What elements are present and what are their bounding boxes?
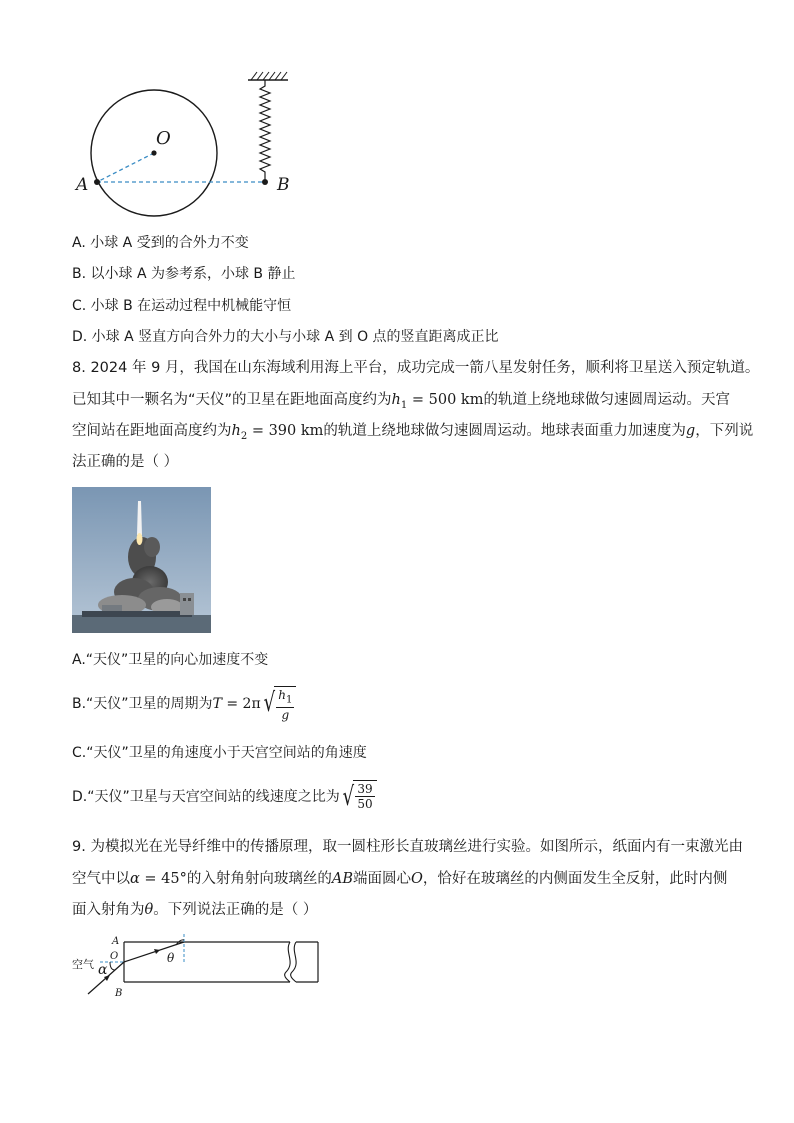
ceiling-hatch: [248, 72, 288, 80]
radius-dashed-line: [97, 153, 154, 182]
refracted-ray: [124, 942, 184, 962]
circle-spring-figure: [60, 66, 320, 226]
optical-fiber-figure: [70, 930, 330, 1002]
q7-option-d: D. 小球 A 竖直方向合外力的大小与小球 A 到 O 点的竖直距离成正比: [72, 329, 499, 345]
q9-line-3: 面入射角为θ。下列说法正确的是（ ）: [72, 902, 318, 918]
label-B: B: [115, 988, 123, 999]
break-mark: [285, 942, 290, 982]
label-alpha: α: [98, 962, 108, 978]
break-mark-2: [291, 942, 296, 982]
q8-option-a: A.“天仪”卫星的向心加速度不变: [72, 652, 269, 668]
rocket-launch-photo: [72, 487, 211, 633]
label-O: O: [110, 951, 119, 962]
label-A: A: [76, 175, 89, 195]
q9-line-1: 9. 为模拟光在光导纤维中的传播原理，取一圆柱形长直玻璃丝进行实验。如图所示，纸面内有一束激光由: [72, 839, 743, 855]
q8-line-2: 已知其中一颗名为“天仪”的卫星在距地面高度约为$h_1 = 500$ km的轨道上绕地球做匀速圆周运动。天宫: [72, 392, 730, 411]
center-point-O: [151, 150, 156, 155]
label-O: O: [156, 128, 171, 149]
spring: [260, 80, 270, 182]
label-air: 空气: [72, 958, 94, 971]
q8-line-4: 法正确的是（ ）: [72, 454, 179, 470]
ball-A: [94, 179, 100, 185]
label-B: B: [277, 175, 290, 195]
q8-option-b: B.“天仪”卫星的周期为T = 2π √ $\frac{h_1}{g}$: [72, 686, 296, 722]
q8-option-d: D.“天仪”卫星与天宫空间站的线速度之比为 √ $\frac{39}{50}$: [72, 780, 377, 814]
q9-line-2: 空气中以α = 45°的入射角射向玻璃丝的AB端面圆心O，恰好在玻璃丝的内侧面发生全反射，此时内侧: [72, 871, 728, 887]
q7-option-a: A. 小球 A 受到的合外力不变: [72, 235, 249, 251]
q7-option-b: B. 以小球 A 为参考系，小球 B 静止: [72, 266, 296, 282]
label-theta: θ: [167, 951, 175, 965]
q8-line-1: 8. 2024 年 9 月，我国在山东海域利用海上平台，成功完成一箭八星发射任务，顺利将卫星送入预定轨道。: [72, 360, 760, 376]
q8-option-c: C.“天仪”卫星的角速度小于天宫空间站的角速度: [72, 745, 367, 761]
label-A: A: [112, 936, 120, 947]
q7-option-c: C. 小球 B 在运动过程中机械能守恒: [72, 298, 292, 314]
q8-line-3: 空间站在距地面高度约为$h_2 = 390$ km的轨道上绕地球做匀速圆周运动。地球表面重力加速度为g，下列说: [72, 423, 754, 442]
alpha-arc: [110, 962, 115, 970]
